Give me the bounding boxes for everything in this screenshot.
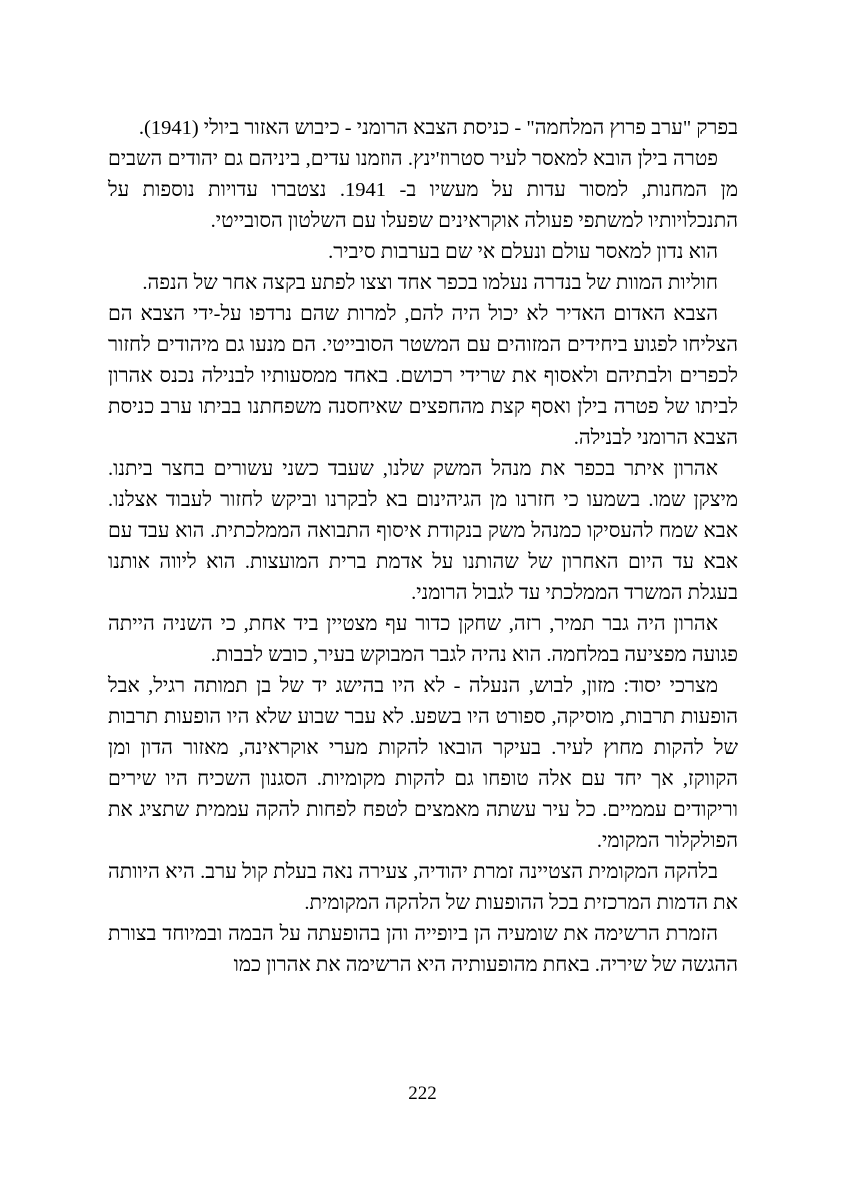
paragraph-2: פטרה בילן הובא למאסר לעיר סטרוז'ינץ. הוזמנו עדים, ביניהם גם יהודים השבים מן המחנות, למסור עדות על מעשיו ב- 1941. נצטברו עדויות נוספות על התנכלויותיו למשתפי פעולה אוקראינים שפעלו עם השלטון הסובייטי. <box>108 148 738 232</box>
paragraph-6: אהרון איתר בכפר את מנהל המשק שלנו, שעבד כשני עשורים בחצר ביתנו. מיצקן שמו. בשמעו כי חזרנו מן הגיהינום בא לבקרנו וביקש לחזור לעבוד אצלנו. אבא שמח להעסיקו כמנהל משק בנקודת איסוף התבואה הממלכתית. הוא עבד עם אבא עד היום האחרון של שהותנו על אדמת ברית המועצות. הוא ליווה אותנו בעגלת המשרד הממלכתי עד לגבול הרומני. <box>108 458 738 604</box>
paragraph-4: חוליות המוות של בנדרה נעלמו בכפר אחד וצצו לפתע בקצה אחר של הנפה. <box>142 272 718 294</box>
paragraph-1: בפרק "ערב פרוץ המלחמה" - כניסת הצבא הרומני - כיבוש האזור ביולי (1941). <box>138 117 738 139</box>
page-number: 222 <box>408 1083 437 1104</box>
paragraph-3: הוא נדון למאסר עולם ונעלם אי שם בערבות סיביר. <box>328 241 718 263</box>
paragraph-8: מצרכי יסוד: מזון, לבוש, הנעלה - לא היו בהישג יד של בן תמותה רגיל, אבל הופעות תרבות, מוסיקה, ספורט היו בשפע. לא עבר שבוע שלא היו הופעות תרבות של להקות מחוץ לעיר. בעיקר הובאו להקות מערי אוקראינה, מאזור הדון ומן הקווקז, אך יחד עם אלה טופחו גם להקות מקומיות. הסגנון השכיח היו שירים וריקודים עממיים. כל עיר עשתה מאמצים לטפח לפחות להקה עממית שתציג את הפולקלור המקומי. <box>108 675 738 852</box>
paragraph-10: הזמרת הרשימה את שומעיה הן ביופייה והן בהופעתה על הבמה ובמיוחד בצורת ההגשה של שיריה. באחת מהופעותיה היא הרשימה את אהרון כמו <box>108 923 738 976</box>
body-text <box>108 113 738 981</box>
paragraph-7: אהרון היה גבר תמיר, רזה, שחקן כדור עף מצטיין ביד אחת, כי השניה הייתה פגועה מפציעה במלחמה. הוא נהיה לגבר המבוקש בעיר, כובש לבבות. <box>108 613 738 666</box>
paragraph-9: בלהקה המקומית הצטיינה זמרת יהודיה, צעירה נאה בעלת קול ערב. היא היוותה את הדמות המרכזית בכל ההופעות של הלהקה המקומית. <box>108 861 738 914</box>
paragraph-5: הצבא האדום האדיר לא יכול היה להם, למרות שהם נרדפו על-ידי הצבא הם הצליחו לפגוע ביחידים המזוהים עם המשטר הסובייטי. הם מנעו גם מיהודים לחזור לכפרים ולבתיהם ולאסוף את שרידי רכושם. באחד ממסעותיו לבנילה נכנס אהרון לביתו של פטרה בילן ואסף קצת מהחפצים שאיחסנה משפחתנו בביתו ערב כניסת הצבא הרומני לבנילה. <box>108 303 738 449</box>
